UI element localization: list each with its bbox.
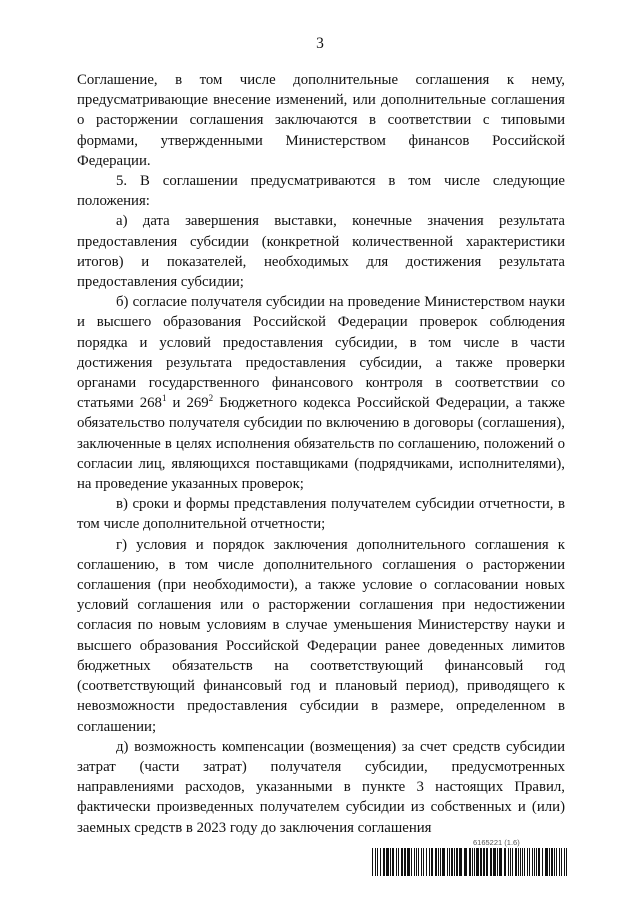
superscript-2: 2: [208, 393, 214, 404]
superscript-1: 1: [161, 393, 167, 404]
paragraph-intro: Соглашение, в том числе дополнительные соглашения к нему, предусматривающие внесение изменений, или дополнительные соглашения о расторжении соглашения заключаются в соответствии с типовыми формами, утвержденными Министерством финансов Российской Федерации.: [77, 72, 565, 169]
paragraph-subitem-a: а) дата завершения выставки, конечные значения результата предоставления субсидии (конкретной количественной характеристики итогов) и показателей, необходимых для достижения результата предоставления субсидии;: [77, 213, 565, 291]
paragraph-subitem-d: д) возможность компенсации (возмещения) за счет средств субсидии затрат (части затрат) получателя субсидии, предусмотренных направлениями расходов, указанными в пункте 3 настоящих Правил, фактически произведенных получателем субсидии из собственных и (или) заемных средств в 2023 году до заключения соглашения: [77, 738, 565, 836]
paragraph-item-5: 5. В соглашении предусматриваются в том числе следующие положения:: [77, 173, 565, 210]
subitem-b-mid: и 269: [166, 395, 209, 412]
subitem-b-text: б) согласие получателя субсидии на проведение Министерством науки и высшего образования Российской Федерации проверок соблюдения порядка и условий предоставления субсидии, в том числе в части достижения результата предоставления субсидии, а также проверки органами государственного финансового контроля в соответствии со статьями 268: [77, 294, 565, 412]
paragraph-subitem-g: г) условия и порядок заключения дополнительного соглашения к соглашению, в том числе дополнительного соглашения о расторжении соглашения (при необходимости), а также условие о согласовании новых условий соглашения или о расторжении соглашения при недостижении согласия по новым условиям в случае уменьшения Министерству науки и высшего образования Российской Федерации ранее доведенных лимитов бюджетных обязательств на соответствующий финансовый год (соответствующий финансовый год и плановый период), приводящего к невозможности предоставления субсидии в размере, определенном в соглашении;: [77, 536, 565, 735]
paragraph-subitem-b: [77, 292, 565, 494]
paragraph-subitem-v: в) сроки и формы представления получателем субсидии отчетности, в том числе дополнительной отчетности;: [77, 496, 565, 533]
page-number: 3: [316, 35, 324, 52]
document-body: [77, 70, 565, 838]
document-code: 6165221 (1.6): [473, 838, 520, 847]
barcode-image: [372, 848, 569, 876]
subitem-b-tail: Бюджетного кодекса Российской Федерации, а также обязательство получателя субсидии по включению в договоры (соглашения), заключенные в целях исполнения обязательств по соглашению, положений о согласии лиц, являющихся поставщиками (подрядчиками, исполнителями), на проведение указанных проверок;: [77, 395, 565, 493]
